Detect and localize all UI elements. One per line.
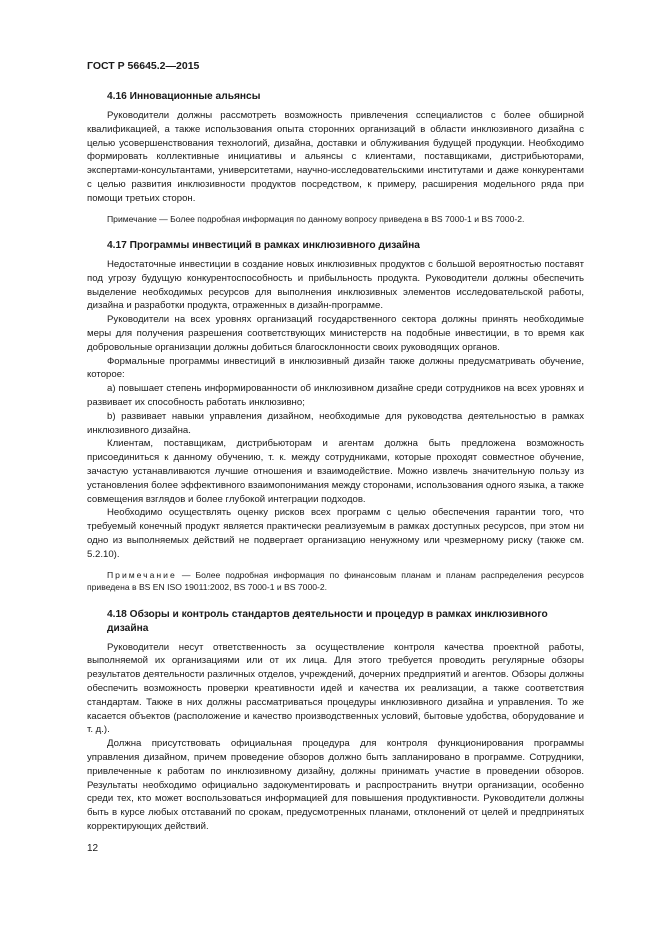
- page-number: 12: [87, 843, 99, 854]
- list-item: a) повышает степень информированности об инклюзивном дизайне среди сотрудников на всех уровнях и развивает их способность работать инклюзивно;: [87, 383, 584, 409]
- section-title: 4.17 Программы инвестиций в рамках инклюзивного дизайна: [107, 240, 420, 252]
- document-body: [87, 90, 584, 848]
- section-title: 4.16 Инновационные альянсы: [107, 91, 261, 102]
- paragraph: Руководители должны рассмотреть возможность привлечения сспециалистов с более обширной квалификацией, а также использования опыта сторонних организаций в области инклюзивного дизайна с целью усовершенствования технологий, дизайна, доставки и облуживания будущей продукции. Необходимо формировать коллективные инициативы и альянсы с клиентами, поставщиками, дистрибьюторами, экспертами-консультантами, университетами, научно-исследовательскими институтами и даже конкурентами с целью развития инклюзивности продуктов посредством, к примеру, расширения модельного ряда при помощи третьих сторон.: [87, 110, 584, 204]
- paragraph: Формальные программы инвестиций в инклюзивный дизайн также должны предусматривать обучение, которое:: [87, 355, 584, 381]
- section-4-17: [87, 239, 584, 594]
- paragraph: Необходимо осуществлять оценку рисков всех программ с целью обеспечения гарантии того, что требуемый конечный продукт является практически реализуемым в рамках доступных ресурсов, при этом ни одно из выполняемых действий не подвергает организацию ненужному или чрезмерному риску (также см. 5.2.10).: [87, 507, 584, 560]
- note-text: — Более подробная информация по финансовым планам и планам распределения ресурсов приведена в BS EN ISO 19011:2002, BS 7000-1 и BS 7000-2.: [87, 569, 584, 593]
- list-item: b) развивает навыки управления дизайном, необходимые для руководства деятельностью в рамках инклюзивного дизайна.: [87, 410, 584, 436]
- paragraph: Должна присутствовать официальная процедура для контроля функционирования программы управления дизайном, причем проведение обзоров должно быть запланировано в программе. Сотрудники, привлеченные к работам по инклюзивному дизайну, должны принимать участие в проведении обзоров. Результаты необходимо официально задокументировать и распространить внутри организации, особенно среди тех, кто может воспользоваться информацией для повышения продуктивности. Руководители должны быть в курсе любых отставаний по срокам, предусмотренных планами, отклонений от целей и предпринятых корректирующих действий.: [87, 738, 584, 832]
- paragraph: Руководители несут ответственность за осуществление контроля качества проектной работы, выполняемой их организациями или от их лица. Для этого требуется проводить регулярные обзоры результатов деятельности различных отделов, учреждений, дочерних предприятий и агентов. Обзоры должны обеспечить возможность проверки креативности идей и качества их реализации, а также соответствия стандартам. Также в них должны рассматриваться процедуры инклюзивного дизайна и управления. То же касается объектов (расположение и качество производственных условий, бытовые удобства, оборудование и т. д.).: [87, 641, 584, 736]
- section-title: 4.18 Обзоры и контроль стандартов деятельности и процедур в рамках инклюзивного дизайна: [107, 608, 548, 634]
- paragraph: Клиентам, поставщикам, дистрибьюторам и агентам должна быть предложена возможность присоединиться к данному обучению, т. к. между сотрудниками, которые проходят совместное обучение, зачастую устанавливаются лучшие отношения и взаимодействие. Можно извлечь значительную пользу из установления более эффективного взаимопонимания между сторонами, использования одного языка, а также совмещения взглядов и более глубокой интеграции подходов.: [87, 438, 584, 505]
- paragraph: Руководители на всех уровнях организаций государственного сектора должны принять необходимые меры для получения разрешения соответствующих министерств на подобные инвестиции, в то время как добровольные организации должны добиться благосклонности своих руководящих органов.: [87, 314, 584, 353]
- document-code: ГОСТ Р 56645.2—2015: [87, 60, 200, 72]
- paragraph: Недостаточные инвестиции в создание новых инклюзивных продуктов с большой вероятностью поставят под угрозу будущую конкурентоспособность и прибыльность продукта. Руководители должны обеспечить выделение необходимых ресурсов для выполнения инклюзивных элементов исследовательской работы, дизайна и разработки продукта, отраженных в дизайн-программе.: [87, 259, 584, 312]
- section-4-18: [87, 608, 584, 834]
- note-label: Примечание: [107, 569, 177, 580]
- section-4-16: [87, 90, 584, 225]
- note: Примечание — Более подробная информация по данному вопросу приведена в BS 7000-1 и BS 7000-2.: [107, 213, 525, 224]
- note: [87, 569, 584, 594]
